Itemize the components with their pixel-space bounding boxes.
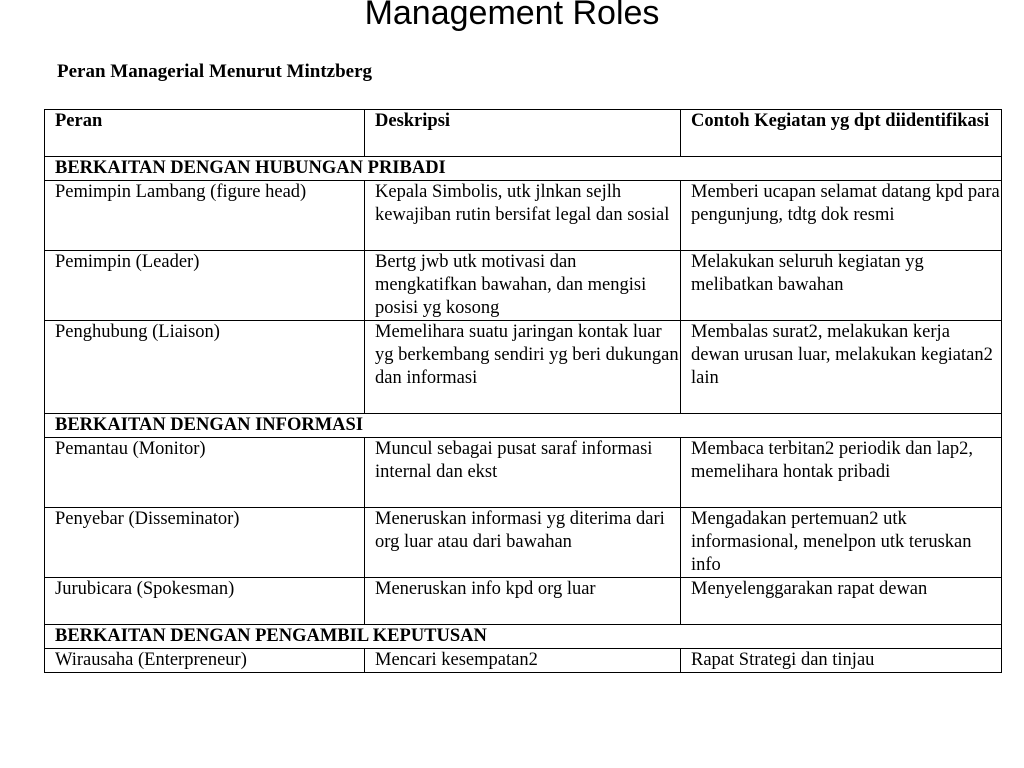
table-row: [45, 321, 1002, 414]
table-row: [45, 181, 1002, 251]
cell-peran: Wirausaha (Enterpreneur): [45, 649, 365, 673]
cell-deskripsi: Mencari kesempatan2: [365, 649, 681, 673]
cell-deskripsi: Muncul sebagai pusat saraf informasi internal dan ekst: [365, 438, 681, 508]
table-row: [45, 508, 1002, 578]
cell-peran: Pemantau (Monitor): [45, 438, 365, 508]
cell-deskripsi: Meneruskan info kpd org luar: [365, 578, 681, 625]
cell-contoh: Melakukan seluruh kegiatan yg melibatkan bawahan: [681, 251, 1002, 321]
cell-peran: Pemimpin (Leader): [45, 251, 365, 321]
table-row: [45, 438, 1002, 508]
cell-deskripsi: Bertg jwb utk motivasi dan mengkatifkan bawahan, dan mengisi posisi yg kosong: [365, 251, 681, 321]
section-title: BERKAITAN DENGAN PENGAMBIL KEPUTUSAN: [45, 625, 1002, 649]
header-contoh: Contoh Kegiatan yg dpt diidentifikasi: [681, 110, 1002, 157]
cell-peran: Jurubicara (Spokesman): [45, 578, 365, 625]
roles-table: [44, 109, 1002, 673]
header-peran: Peran: [45, 110, 365, 157]
cell-contoh: Menyelenggarakan rapat dewan: [681, 578, 1002, 625]
table-row: [45, 578, 1002, 625]
cell-contoh: Memberi ucapan selamat datang kpd para pengunjung, tdtg dok resmi: [681, 181, 1002, 251]
cell-deskripsi: Meneruskan informasi yg diterima dari org luar atau dari bawahan: [365, 508, 681, 578]
cell-contoh: Membaca terbitan2 periodik dan lap2, memelihara hontak pribadi: [681, 438, 1002, 508]
section-title: BERKAITAN DENGAN HUBUNGAN PRIBADI: [45, 157, 1002, 181]
cell-contoh: Membalas surat2, melakukan kerja dewan urusan luar, melakukan kegiatan2 lain: [681, 321, 1002, 414]
cell-deskripsi: Kepala Simbolis, utk jlnkan sejlh kewajiban rutin bersifat legal dan sosial: [365, 181, 681, 251]
cell-peran: Pemimpin Lambang (figure head): [45, 181, 365, 251]
cell-contoh: Rapat Strategi dan tinjau: [681, 649, 1002, 673]
section-title: BERKAITAN DENGAN INFORMASI: [45, 414, 1002, 438]
section-row-informasi: [45, 414, 1002, 438]
slide-title: Management Roles: [364, 0, 660, 32]
cell-deskripsi: Memelihara suatu jaringan kontak luar yg berkembang sendiri yg beri dukungan dan informasi: [365, 321, 681, 414]
table-row: [45, 251, 1002, 321]
table-caption: Peran Managerial Menurut Mintzberg: [57, 61, 373, 82]
cell-contoh: Mengadakan pertemuan2 utk informasional, menelpon utk teruskan info: [681, 508, 1002, 578]
section-row-pengambil-keputusan: [45, 625, 1002, 649]
section-row-hubungan-pribadi: [45, 157, 1002, 181]
table-row: [45, 649, 1002, 673]
cell-peran: Penyebar (Disseminator): [45, 508, 365, 578]
cell-peran: Penghubung (Liaison): [45, 321, 365, 414]
header-row: [45, 110, 1002, 157]
header-deskripsi: Deskripsi: [365, 110, 681, 157]
